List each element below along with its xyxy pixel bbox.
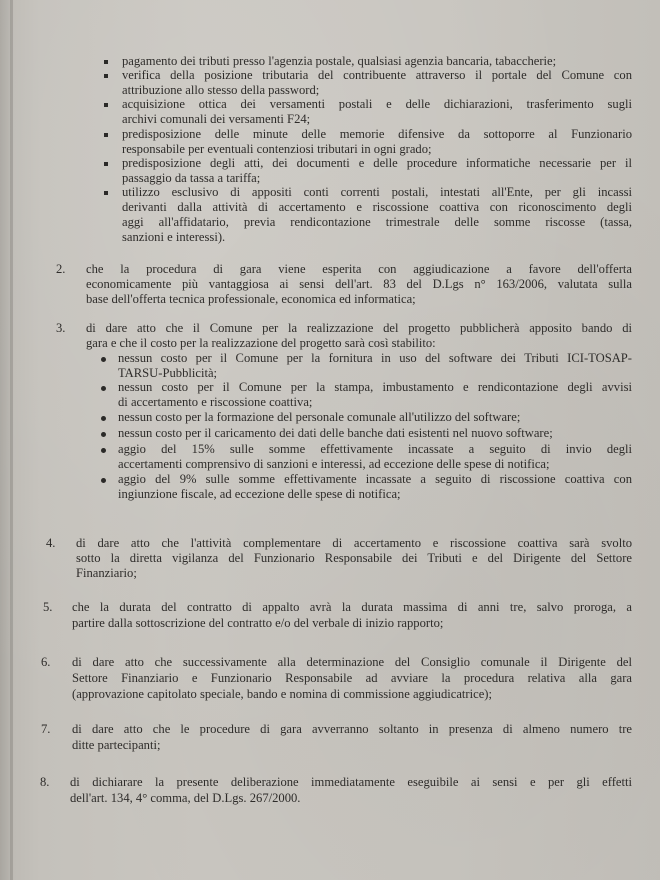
item-text: Settore Finanziario e Funzionario Responsabile ad avviare la procedura relativa alla gara bbox=[72, 671, 632, 685]
list-item: nessun costo per la formazione del personale comunale all'utilizzo del software; bbox=[118, 410, 521, 424]
bullet-icon bbox=[104, 133, 108, 137]
item-text: di dare atto che l'attività complementare di accertamento e riscossione coattiva sarà svolto bbox=[76, 536, 632, 550]
bullet-icon bbox=[101, 416, 106, 421]
list-item: utilizzo esclusivo di appositi conti correnti postali, intestati all'Ente, per gli incassi bbox=[122, 185, 632, 199]
list-item: acquisizione ottica dei versamenti postali e delle dichiarazioni, trasferimento sugli bbox=[122, 97, 632, 111]
list-item: pagamento dei tributi presso l'agenzia postale, qualsiasi agenzia bancaria, tabaccherie; bbox=[122, 54, 557, 68]
list-item-continuation: archivi comunali dei versamenti F24; bbox=[122, 112, 311, 126]
list-item-continuation: passaggio da tassa a tariffa; bbox=[122, 171, 261, 185]
list-item: aggio del 9% sulle somme effettivamente incassate a seguito di riscossione coattiva con bbox=[118, 472, 632, 486]
item-text: che la durata del contratto di appalto avrà la durata massima di anni tre, salvo proroga, a bbox=[72, 600, 632, 614]
item-number: 6. bbox=[41, 655, 51, 669]
item-text: di dare atto che successivamente alla determinazione del Consiglio comunale il Dirigente del bbox=[72, 655, 632, 669]
bullet-icon bbox=[101, 432, 106, 437]
bullet-icon bbox=[104, 103, 108, 107]
list-item: verifica della posizione tributaria del contribuente attraverso il portale del Comune con bbox=[122, 68, 632, 82]
item-number: 2. bbox=[56, 262, 66, 276]
bullet-icon bbox=[104, 60, 108, 64]
list-item-continuation: di accertamento e riscossione coattiva; bbox=[118, 395, 313, 409]
list-item-continuation: sanzioni e interessi). bbox=[122, 230, 226, 244]
bullet-icon bbox=[101, 478, 106, 483]
list-item: predisposizione degli atti, dei documenti e delle procedure informatiche necessarie per il bbox=[122, 156, 632, 170]
list-item: predisposizione delle minute delle memorie difensive da sottoporre al Funzionario bbox=[122, 127, 632, 141]
item-text: ditte partecipanti; bbox=[72, 738, 161, 752]
list-item: aggio del 15% sulle somme effettivamente incassate a seguito di invio degli bbox=[118, 442, 632, 456]
item-text: (approvazione capitolato speciale, bando e nomina di commissione aggiudicatrice); bbox=[72, 687, 492, 701]
list-item-continuation: responsabile per eventuali contenziosi tributari in ogni grado; bbox=[122, 142, 432, 156]
item-text: gara e che il costo per la realizzazione del progetto sarà così stabilito: bbox=[86, 336, 436, 350]
item-number: 8. bbox=[40, 775, 50, 789]
bullet-icon bbox=[104, 191, 108, 195]
item-text: Finanziario; bbox=[76, 566, 137, 580]
item-text: sotto la diretta vigilanza del Funzionario Responsabile dei Tributi e del Dirigente del Settore bbox=[76, 551, 632, 565]
list-item-continuation: ingiunzione fiscale, ad eccezione delle spese di notifica; bbox=[118, 487, 401, 501]
bullet-icon bbox=[101, 448, 106, 453]
bullet-icon bbox=[101, 386, 106, 391]
item-number: 3. bbox=[56, 321, 66, 335]
item-number: 5. bbox=[43, 600, 53, 614]
bullet-icon bbox=[104, 162, 108, 166]
item-text: dell'art. 134, 4° comma, del D.Lgs. 267/2000. bbox=[70, 791, 301, 805]
list-item-continuation: aggi all'affidatario, previa rendicontazione trimestrale delle somme riscosse (tassa, bbox=[122, 215, 632, 229]
item-text: che la procedura di gara viene esperita con aggiudicazione a favore dell'offerta bbox=[86, 262, 632, 276]
list-item: nessun costo per il Comune per la stampa, imbustamento e rendicontazione degli avvisi bbox=[118, 380, 632, 394]
list-item-continuation: accertamenti comprensivo di sanzioni e interessi, ad eccezione delle spese di notifica; bbox=[118, 457, 550, 471]
list-item: nessun costo per il Comune per la fornitura in uso del software dei Tributi ICI-TOSAP- bbox=[118, 351, 632, 365]
list-item-continuation: derivanti dalla attività di accertamento e riscossione coattiva con riconoscimento degli bbox=[122, 200, 632, 214]
item-text: base dell'offerta tecnica professionale, economica ed informatica; bbox=[86, 292, 416, 306]
item-text: economicamente più vantaggiosa ai sensi dell'art. 83 del D.Lgs n° 163/2006, valutata sulla bbox=[86, 277, 632, 291]
item-text: partire dalla sottoscrizione del contratto e/o del verbale di inizio rapporto; bbox=[72, 616, 444, 630]
item-text: di dare atto che le procedure di gara avverranno soltanto in presenza di almeno numero tre bbox=[72, 722, 632, 736]
list-item: nessun costo per il caricamento dei dati delle banche dati esistenti nel nuovo software; bbox=[118, 426, 553, 440]
item-text: di dare atto che il Comune per la realizzazione del progetto pubblicherà apposito bando di bbox=[86, 321, 632, 335]
item-text: di dichiarare la presente deliberazione immediatamente eseguibile ai sensi e per gli effetti bbox=[70, 775, 632, 789]
page-fold-shadow bbox=[10, 0, 13, 880]
list-item-continuation: attribuzione allo stesso della password; bbox=[122, 83, 320, 97]
item-number: 4. bbox=[46, 536, 56, 550]
list-item-continuation: TARSU-Pubblicità; bbox=[118, 366, 218, 380]
bullet-icon bbox=[101, 357, 106, 362]
item-number: 7. bbox=[41, 722, 51, 736]
bullet-icon bbox=[104, 74, 108, 78]
